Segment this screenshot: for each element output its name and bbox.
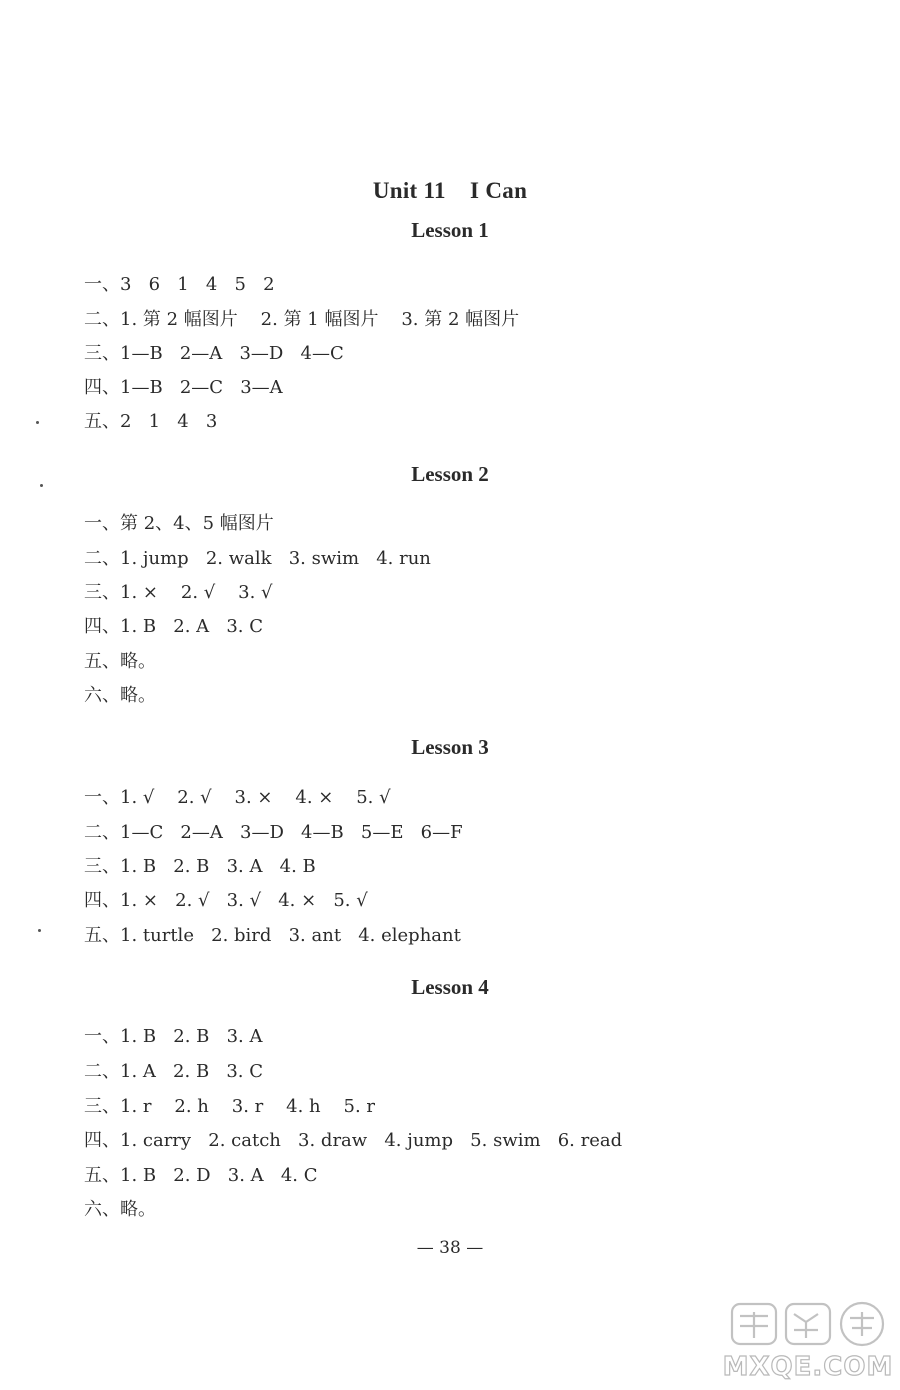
lesson-4-title: Lesson 4 <box>411 975 489 999</box>
lesson-2-answer-line: 二、1. jump 2. walk 3. swim 4. run <box>84 548 431 569</box>
watermark-text: MXQE.COM <box>722 1352 894 1382</box>
lesson-1-answer-line: 二、1. 第 2 幅图片 2. 第 1 幅图片 3. 第 2 幅图片 <box>84 309 520 330</box>
lesson-4-answer-line: 一、1. B 2. B 3. A <box>84 1026 263 1047</box>
lesson-1-answer-line: 四、1—B 2—C 3—A <box>84 377 283 398</box>
lesson-2-answer-line: 四、1. B 2. A 3. C <box>84 616 264 637</box>
lesson-4-answer-line: 四、1. carry 2. catch 3. draw 4. jump 5. swim 6. read <box>84 1130 623 1151</box>
lesson-3-title: Lesson 3 <box>411 735 489 759</box>
scan-speck <box>40 484 43 487</box>
lesson-2-answer-line: 五、略。 <box>84 651 156 672</box>
site-watermark <box>722 1298 894 1384</box>
lesson-4-answer-line: 二、1. A 2. B 3. C <box>84 1061 264 1082</box>
lesson-3-answer-line: 五、1. turtle 2. bird 3. ant 4. elephant <box>84 925 461 946</box>
unit-title: Unit 11 I Can <box>372 178 528 203</box>
watermark-logo-icon <box>728 1298 888 1350</box>
lesson-1-answer-line: 一、3 6 1 4 5 2 <box>84 274 275 295</box>
lesson-3-answer-line: 三、1. B 2. B 3. A 4. B <box>84 856 316 877</box>
lesson-4-answer-line: 三、1. r 2. h 3. r 4. h 5. r <box>84 1096 376 1117</box>
lesson-1-answer-line: 五、2 1 4 3 <box>84 411 218 432</box>
lesson-2-answer-line: 一、第 2、4、5 幅图片 <box>84 513 274 534</box>
scan-speck <box>38 929 41 932</box>
lesson-3-answer-line: 一、1. √ 2. √ 3. × 4. × 5. √ <box>84 787 391 808</box>
lesson-3-answer-line: 二、1—C 2—A 3—D 4—B 5—E 6—F <box>84 822 463 843</box>
lesson-4-answer-line: 六、略。 <box>84 1199 156 1220</box>
scan-speck <box>36 421 39 424</box>
page-number: — 38 — <box>416 1238 484 1258</box>
lesson-2-answer-line: 三、1. × 2. √ 3. √ <box>84 582 273 603</box>
lesson-1-title: Lesson 1 <box>411 218 489 242</box>
lesson-3-answer-line: 四、1. × 2. √ 3. √ 4. × 5. √ <box>84 890 368 911</box>
lesson-1-answer-line: 三、1—B 2—A 3—D 4—C <box>84 343 344 364</box>
lesson-2-title: Lesson 2 <box>411 462 489 486</box>
lesson-2-answer-line: 六、略。 <box>84 685 156 706</box>
lesson-4-answer-line: 五、1. B 2. D 3. A 4. C <box>84 1165 318 1186</box>
